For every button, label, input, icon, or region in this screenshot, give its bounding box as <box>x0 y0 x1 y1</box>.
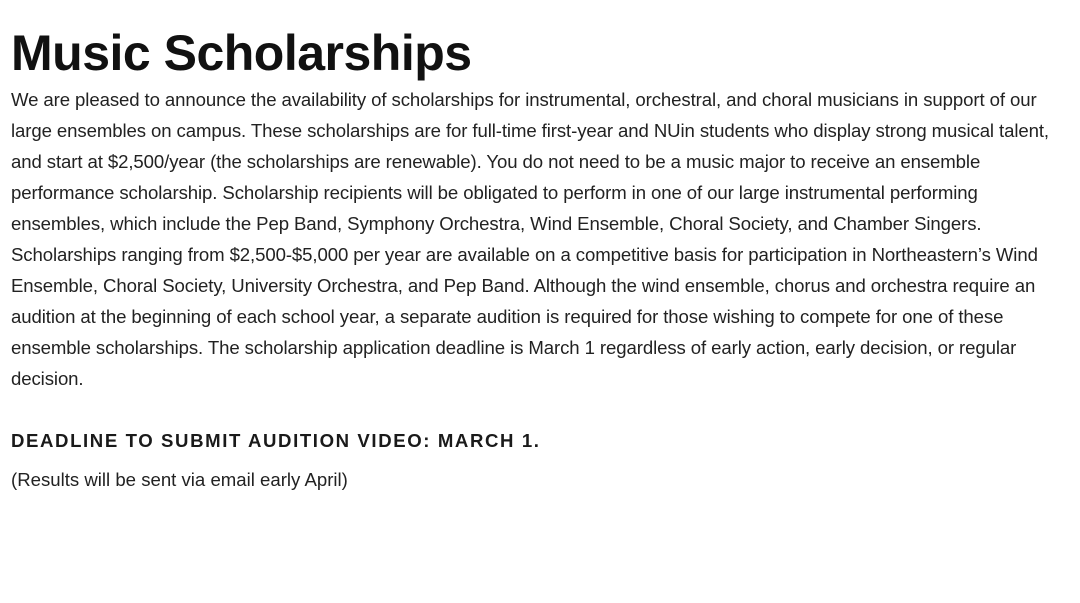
scholarship-range-paragraph: Scholarships ranging from $2,500-$5,000 per year are available on a competitive basis for participation in Northeastern’s Wind Ensemble, Choral Society, University Orchestra, and Pep Band. Although the wind ensemble, chorus and orchestra require an audition at the beginning of each school year, a separate audition is required for those wishing to compete for one of these ensemble scholarships. The scholarship application deadline is March 1 regardless of early action, early decision, or regular decision. <box>11 244 1038 389</box>
intro-paragraph: We are pleased to announce the availability of scholarships for instrumental, orchestral, and choral musicians in support of our large ensembles on campus. These scholarships are for full-time first-year and NUin students who display strong musical talent, and start at $2,500/year (the scholarships are renewable). You do not need to be a music major to receive an ensemble performance scholarship. Scholarship recipients will be obligated to perform in one of our large instrumental performing ensembles, which include the Pep Band, Symphony Orchestra, Wind Ensemble, Choral Society, and Chamber Singers. <box>11 89 1049 234</box>
deadline-heading: DEADLINE TO SUBMIT AUDITION VIDEO: MARCH 1. <box>11 430 541 451</box>
page-title: Music Scholarships <box>11 25 472 81</box>
results-note: (Results will be sent via email early April) <box>11 469 348 490</box>
